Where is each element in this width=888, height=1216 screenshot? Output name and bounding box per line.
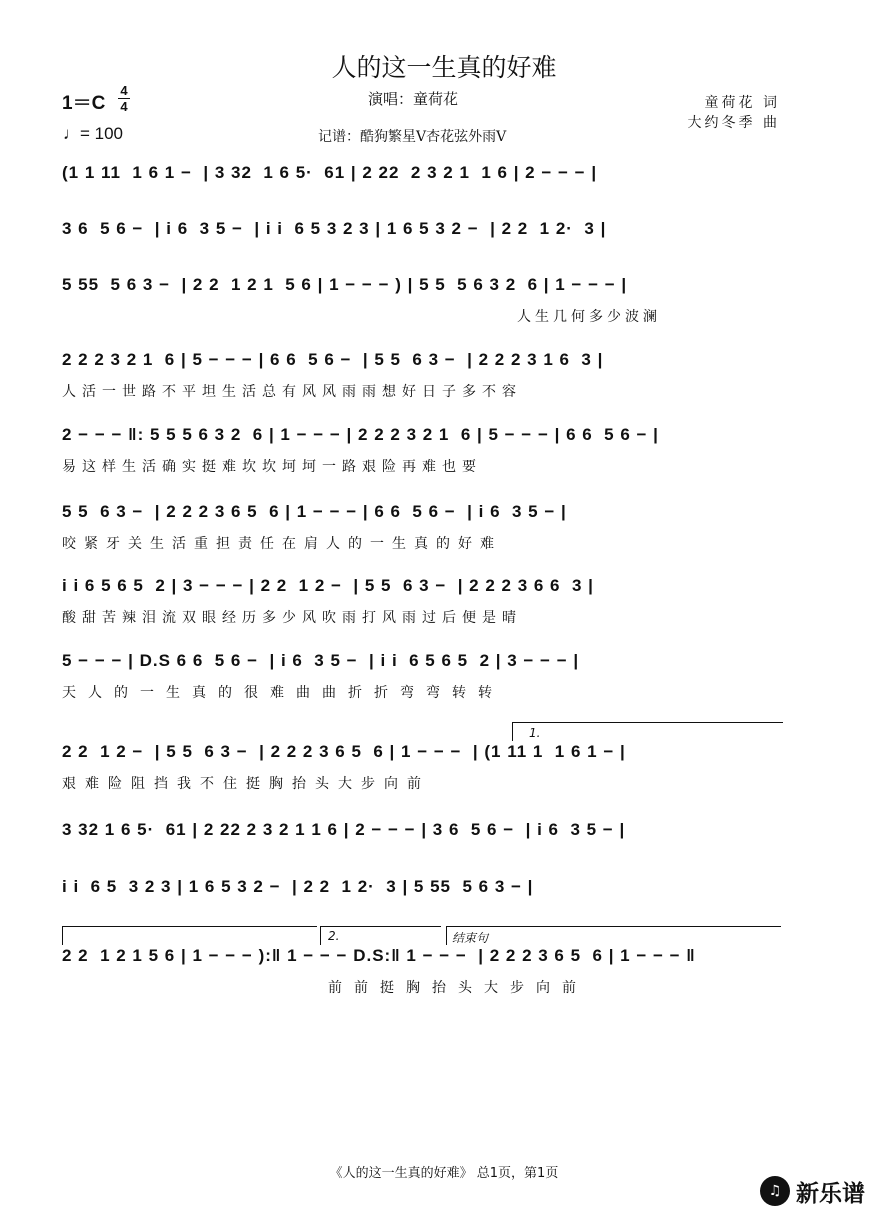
- score-row: [62, 497, 786, 557]
- notation-line: 3 32 1 6 5· 61 | 2 22 2 3 2 1 1 6 | 2 − − − | 3 6 5 6 − | i 6 3 5 − |: [62, 820, 626, 839]
- composer: 大约冬季 曲: [687, 115, 780, 131]
- score-row: [62, 571, 786, 631]
- score-row: [62, 815, 786, 875]
- lyrics-line: [62, 851, 786, 873]
- notation-line: 2 − − − ‖: 5 5 5 6 3 2 6 | 1 − − − | 2 2 2 3 2 1 6 | 5 − − − | 6 6 5 6 − |: [62, 425, 659, 444]
- notation-line: (1 1 11 1 6 1 − | 3 32 1 6 5· 61 | 2 22 2 3 2 1 1 6 | 2 − − − |: [62, 163, 598, 182]
- page-footer: 《人的这一生真的好难》 总1页，第1页: [329, 1166, 559, 1181]
- notation-line: 2 2 1 2 1 5 6 | 1 − − − ):‖ 1 − − − D.S:‖ 1 − − − | 2 2 2 3 6 5 6 | 1 − − − ‖: [62, 946, 696, 965]
- notation-line: 5 55 5 6 3 − | 2 2 1 2 1 5 6 | 1 − − − ) | 5 5 5 6 3 2 6 | 1 − − − |: [62, 275, 628, 294]
- lyrics-line: 酸甜苦辣泪流双眼经历多少风吹雨打风雨过后便是晴: [62, 610, 522, 626]
- transcriber: 记谱：酷狗繁星V杏花弦外雨V: [318, 129, 507, 145]
- score-row: [62, 872, 786, 932]
- song-title: 人的这一生真的好难: [331, 53, 557, 82]
- time-top: 4: [120, 83, 128, 98]
- lyrics-line: 人生几何多少波澜: [517, 309, 661, 325]
- notation-line: 5 5 6 3 − | 2 2 2 3 6 5 6 | 1 − − − | 6 6 5 6 − | i 6 3 5 − |: [62, 502, 567, 521]
- lyrics-line: 易这样生活确实挺难坎坎坷坷一路艰险再难也要: [62, 459, 482, 475]
- coda-mark: 结束句: [452, 931, 489, 945]
- notation-line: 5 − − − | D.S 6 6 5 6 − | i 6 3 5 − | i i 6 5 6 5 2 | 3 − − − |: [62, 651, 580, 670]
- lyrics-line: 天人的一生真的很难曲曲折折弯弯转转: [62, 685, 504, 701]
- lyrics-line: [62, 250, 786, 272]
- lyrics-line: 人活一世路不平坦生活总有风风雨雨想好日子多不容: [62, 384, 522, 400]
- lyrics-line: 咬紧牙关生活重担责任在肩人的一生真的好难: [62, 536, 502, 552]
- notation-line: i i 6 5 3 2 3 | 1 6 5 3 2 − | 2 2 1 2· 3 | 5 55 5 6 3 − |: [62, 877, 534, 896]
- score-row: [62, 941, 786, 1001]
- second-ending-mark: 2.: [328, 929, 340, 943]
- score-row: [62, 214, 786, 274]
- score-row: [62, 345, 786, 405]
- key-signature: 1＝C: [62, 93, 106, 114]
- lyrics-line: 艰难险阻挡我不住挺胸抬头大步向前: [62, 776, 430, 792]
- time-signature: [117, 84, 131, 113]
- time-bottom: 4: [120, 99, 128, 114]
- notation-line: 2 2 1 2 − | 5 5 6 3 − | 2 2 2 3 6 5 6 | 1 − − − | (1 11 1 1 6 1 − |: [62, 742, 626, 761]
- notation-line: i i 6 5 6 5 2 | 3 − − − | 2 2 1 2 − | 5 5 6 3 − | 2 2 2 3 6 6 3 |: [62, 576, 594, 595]
- score-row: [62, 158, 786, 218]
- brand-logo: [760, 1173, 876, 1209]
- lyrics-line: [62, 194, 786, 216]
- first-ending-mark: 1.: [529, 726, 541, 740]
- score-row: [62, 420, 786, 480]
- score-row: [62, 646, 786, 706]
- music-disc-icon: ♫: [760, 1176, 790, 1206]
- singer: 演唱：童荷花: [368, 90, 459, 108]
- notation-line: 2 2 2 3 2 1 6 | 5 − − − | 6 6 5 6 − | 5 5 6 3 − | 2 2 2 3 1 6 3 |: [62, 350, 604, 369]
- logo-text: 新乐谱: [796, 1180, 865, 1207]
- notation-line: 3 6 5 6 − | i 6 3 5 − | i i 6 5 3 2 3 | 1 6 5 3 2 − | 2 2 1 2· 3 |: [62, 219, 607, 238]
- score-row: [62, 270, 786, 330]
- lyrics-line: 前前挺胸抬头大步向前: [328, 980, 588, 996]
- score-row: [62, 737, 786, 797]
- tempo: ♩= 100: [63, 124, 124, 143]
- lyricist: 童荷花 词: [704, 95, 780, 111]
